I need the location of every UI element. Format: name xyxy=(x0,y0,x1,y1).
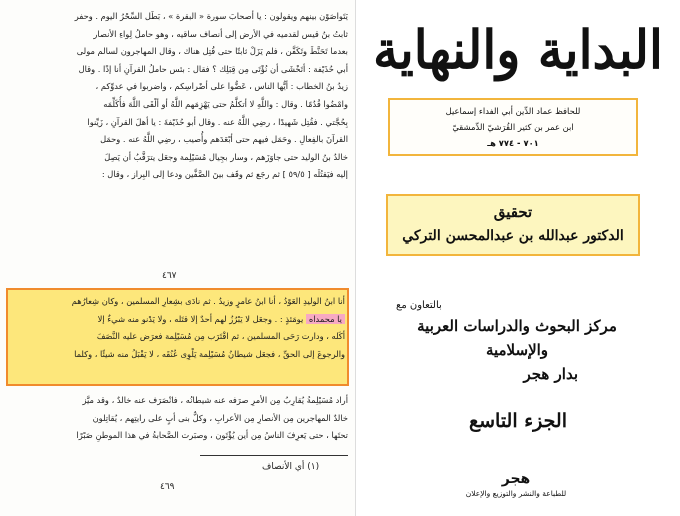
author-box xyxy=(388,98,638,156)
text-line: وامْضُوا قُدُمًا . وقال : واللَّهِ لا أتكلَّمُ حتى يَهْزِمَهم اللَّهُ أو ألْقَى اللَّهَ فأُكَلِّمَه xyxy=(103,98,348,109)
text-line xyxy=(12,311,345,329)
page-number-bottom: ٤٦٩ xyxy=(160,482,175,492)
book-title: البداية والنهاية xyxy=(373,18,663,81)
cooperation-label: بالتعاون مع xyxy=(396,300,442,311)
tahqiq-label: تحقيق xyxy=(493,203,533,221)
text-line: والرجوعَ إلى الحقِّ ، فجعَل شيطانُ مُسَيْلِمة يَلْوِى عُنُقَه ، لا يَقْبَلُ منه شيئًا ، وكلما xyxy=(74,348,345,359)
publisher-block xyxy=(416,470,616,500)
author-line: ابن عمر بن كثير القُرَشيّ الدِّمشقيّ xyxy=(452,122,574,132)
highlight-text xyxy=(12,293,345,363)
text-line: خالدُ بنُ الوليد حتى جاوَزَهم ، وسار بجِيال مُسَيْلِمة وجعَل يترَقَّبُ أن يَصِلَ xyxy=(104,151,348,162)
text-block-bottom xyxy=(8,392,348,445)
page-number-top: ٤٦٧ xyxy=(162,271,177,281)
text-line: يَتَواصَوْن بينهم ويقولون : يا أصحابَ سورة « البقرة » ، بَطَل السِّحْرُ اليوم . وحفر xyxy=(74,11,348,21)
pink-highlight-mark: يا محمداه xyxy=(306,314,345,324)
text-line: أكَله ، ودارت رَحَى المسلمين ، ثم اقْتَرَب مِن مُسَيْلِمة فعرَض عليه النَّصَفَ xyxy=(96,331,345,342)
footnote-divider xyxy=(200,455,348,456)
right-page xyxy=(356,0,680,516)
text-line-rest: يومَئذٍ : . وجعَل لا يَبْرُزُ لهم أحدٌ إلا قتَله ، ولا يَدْنو منه شيءٌ إلا xyxy=(97,313,304,324)
text-line: زيدُ بنُ الخطاب : أيُّها الناس ، عَضُّوا على أضْراسِكم ، واضربوا في عدوِّكم ، xyxy=(95,81,348,92)
text-line: تحتَها ، حتى يَعرِفَ الناسُ مِن أين يُؤْتَون ، وصبَرت الصَّحابةُ في هذا الموطنِ صَبْرًا xyxy=(76,430,348,441)
author-dates: ٧٠١ - ٧٧٤ هـ xyxy=(487,138,539,148)
text-line: أنا ابنُ الوليدِ العَوْدُ ، أنا ابنُ عامرٍ وزيدُ . ثم نادَى بشِعارِ المسلمين ، وكان شِعارُهم xyxy=(71,296,345,306)
tahqiq-box xyxy=(386,194,640,256)
highlighted-passage xyxy=(6,288,349,386)
text-block-top xyxy=(8,8,348,184)
footnote: (١) أي الأنصاف xyxy=(262,462,320,472)
text-line: أبي حُذَيْفة : أتَخْشَى أن نُؤْتَى مِن قِبَلِك ؟ فقال : بئس حاملُ القرآنِ أنا إذًا . وقال xyxy=(78,63,348,74)
publisher-subtitle: للطباعة والنشر والتوزيع والإعلان xyxy=(465,489,567,498)
volume-label: الجزء التاسع xyxy=(469,410,567,432)
research-center-house: بدار هجر xyxy=(523,365,578,383)
text-line: خالدٌ المهاجرين مِن الأنصارِ مِن الأعرابِ ، وكلٌّ بنى أبٍ على رايتِهم ، يُقاتِلون xyxy=(92,412,348,423)
text-line: أراد مُسَيْلِمةُ يُقارِبُ مِن الأمرِ صرَفه عنه شيطانُه ، فانْصَرَف عنه خالدٌ ، وقد ميَّز xyxy=(82,395,348,405)
publisher-name: هجر xyxy=(501,471,531,487)
text-line: بعدما تَحَنَّطَ وتَكَفَّن ، فلم يَزَلْ ثابتًا حتى قُتِل هناك ، وقال المهاجرون لسالم مولى xyxy=(76,46,348,57)
text-line: القرآنَ بالفِعالِ . وحَمَل فيهم حتى أبْعَدَهم وأُصيب ، رضِي اللَّهُ عنه . وحمَل xyxy=(100,134,348,145)
cooperation-block xyxy=(386,298,648,386)
text-line: ثابتُ بنُ قيس لقدميه في الأرض إلى أنصاف ساقيه ، وهو حاملُ لِواءِ الأنصار xyxy=(93,28,348,39)
editor-name: الدكتور عبدالله بن عبدالمحسن التركي xyxy=(402,228,624,244)
text-line: بِحُجَّتي . فقُتِل شَهيدًا ، رضِي اللَّهُ عنه . وقال أبو حُذَيْفةَ : يا أهلَ القرآنِ ، زَيِّنوا xyxy=(87,116,348,127)
research-center-name: مركز البحوث والدراسات العربية والإسلامية xyxy=(417,317,617,359)
text-line: إليه فيَقتُلَه [ ٥٩/٥ ] ثم رجَع ثم وقَف بينَ الصَّفَّين ودعا إلى البِراز ، وقال : xyxy=(101,169,348,180)
author-line: للحافظ عماد الدِّين أبي الفداء إسماعيل xyxy=(445,106,581,116)
